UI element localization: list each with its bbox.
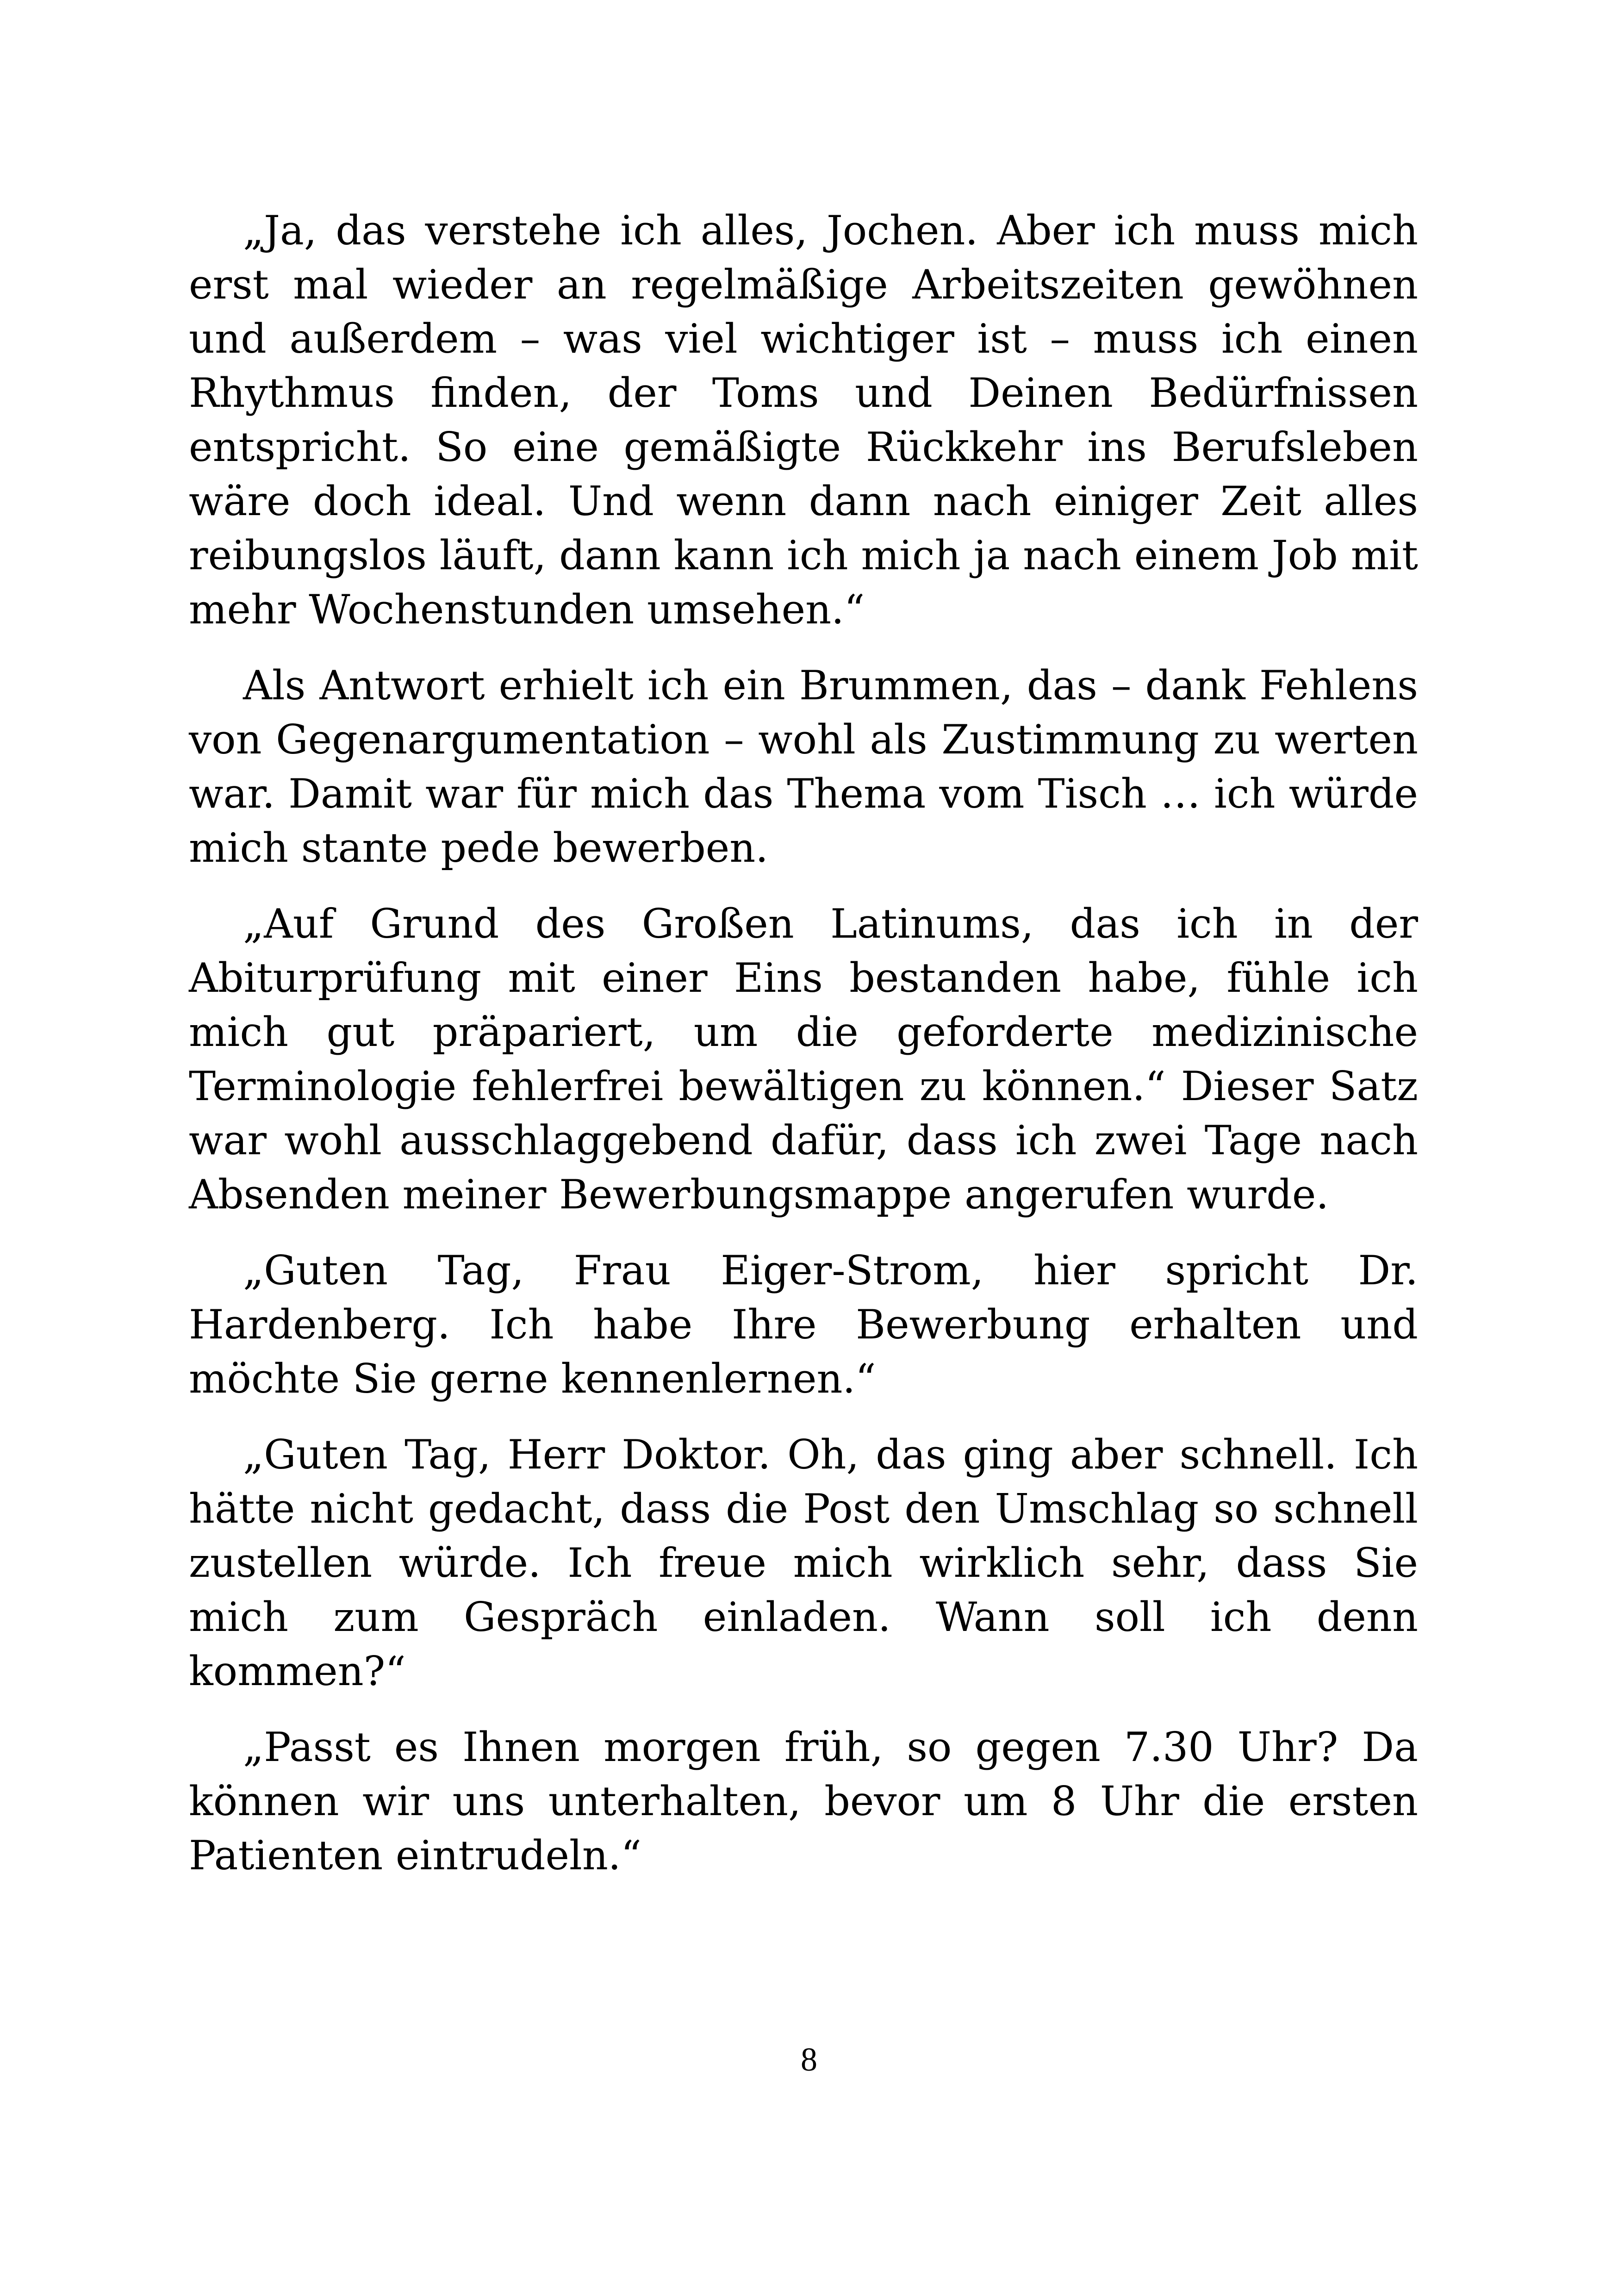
paragraph: Als Antwort erhielt ich ein Brummen, das – dank Fehlens von Gegenargumentation – wohl als Zustimmung zu werten war. Damit war für mich das Thema vom Tisch … ich würde mich stante pede bewerben. [189,662,1418,871]
paragraph: „Guten Tag, Herr Doktor. Oh, das ging aber schnell. Ich hätte nicht gedacht, dass die Post den Umschlag so schnell zustellen würde. Ich freue mich wirklich sehr, dass Sie mich zum Gespräch einladen. Wann soll ich denn kommen?“ [189,1431,1418,1695]
paragraph: „Passt es Ihnen morgen früh, so gegen 7.30 Uhr? Da können wir uns unterhalten, bevor um 8 Uhr die ersten Patienten eintrudeln.“ [189,1724,1418,1879]
paragraph: „Guten Tag, Frau Eiger-Strom, hier spricht Dr. Hardenberg. Ich habe Ihre Bewerbung erhalten und möchte Sie gerne kennenlernen.“ [189,1247,1418,1402]
paragraph: „Ja, das verstehe ich alles, Jochen. Aber ich muss mich erst mal wieder an regelmäßige Arbeitszeiten gewöhnen und außerdem – was viel wichtiger ist – muss ich einen Rhythmus finden, der Toms und Deinen Bedürfnissen entspricht. So eine gemäßigte Rückkehr ins Berufsleben wäre doch ideal. Und wenn dann nach einiger Zeit alles reibungslos läuft, dann kann ich mich ja nach einem Job mit mehr Wochenstunden umsehen.“ [189,207,1418,633]
body-text [189,204,1418,1904]
page-number: 8 [801,2041,817,2078]
paragraph: „Auf Grund des Großen Latinums, das ich in der Abiturprüfung mit einer Eins bestanden habe, fühle ich mich gut präpariert, um die geforderte medizinische Terminologie fehlerfrei bewältigen zu können.“ Dieser Satz war wohl ausschlaggebend dafür, dass ich zwei Tage nach Absenden meiner Bewerbungsmappe angerufen wurde. [189,900,1418,1218]
